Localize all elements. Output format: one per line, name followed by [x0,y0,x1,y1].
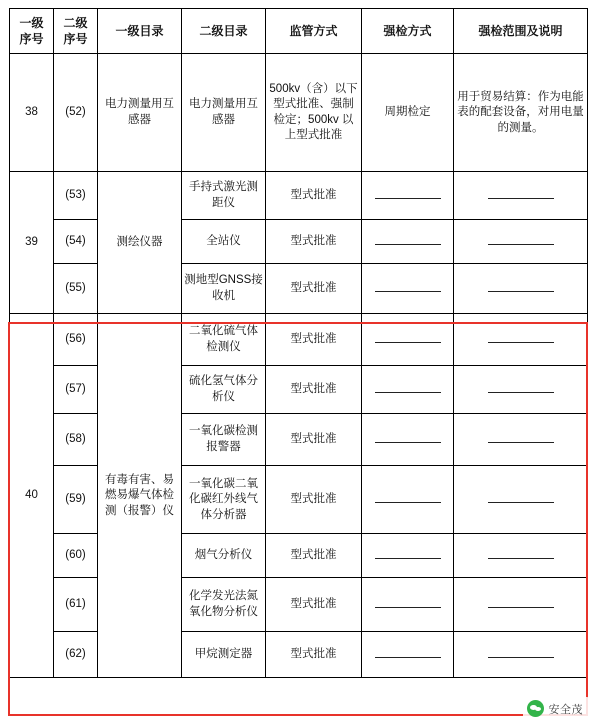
regulated-instruments-table [9,8,588,678]
dash-mark [488,495,554,503]
cell-scope: 用于贸易结算：作为电能表的配套设备，对用电量的测量。 [454,54,588,172]
dash-mark [488,385,554,393]
cell-secondary-catalog: 测地型GNSS接收机 [182,264,266,314]
cell-secondary-no: (52) [54,54,98,172]
table-row [10,366,588,414]
table-row [10,172,588,220]
cell-inspection [362,534,454,578]
cell-secondary-no: (58) [54,414,98,466]
header-secondary-catalog: 二级目录 [182,9,266,54]
header-inspection: 强检方式 [362,9,454,54]
cell-secondary-no: (54) [54,220,98,264]
dash-mark [488,600,554,608]
cell-scope [454,220,588,264]
table-row [10,314,588,366]
dash-mark [375,284,441,292]
table-row [10,54,588,172]
cell-supervision: 型式批准 [266,314,362,366]
dash-mark [375,600,441,608]
table-header [10,9,588,54]
cell-primary-no: 39 [10,172,54,314]
table-row [10,414,588,466]
cell-supervision: 型式批准 [266,632,362,678]
cell-inspection [362,172,454,220]
cell-inspection [362,632,454,678]
cell-secondary-catalog: 一氧化碳二氧化碳红外线气体分析器 [182,466,266,534]
table-row [10,632,588,678]
table-header-row [10,9,588,54]
dash-mark [375,551,441,559]
dash-mark [488,237,554,245]
cell-supervision: 型式批准 [266,534,362,578]
cell-primary-catalog: 有毒有害、易燃易爆气体检测（报警）仪 [98,314,182,678]
cell-primary-catalog: 测绘仪器 [98,172,182,314]
cell-primary-catalog: 电力测量用互感器 [98,54,182,172]
cell-inspection [362,578,454,632]
cell-secondary-no: (57) [54,366,98,414]
dash-mark [488,191,554,199]
cell-inspection [362,466,454,534]
cell-secondary-catalog: 化学发光法氮氧化物分析仪 [182,578,266,632]
cell-scope [454,264,588,314]
cell-supervision: 型式批准 [266,220,362,264]
dash-mark [375,237,441,245]
table-row [10,220,588,264]
cell-secondary-no: (60) [54,534,98,578]
cell-primary-no: 40 [10,314,54,678]
dash-mark [488,551,554,559]
dash-mark [375,495,441,503]
header-primary-catalog: 一级目录 [98,9,182,54]
cell-supervision: 型式批准 [266,264,362,314]
cell-scope [454,466,588,534]
cell-inspection [362,220,454,264]
cell-secondary-no: (59) [54,466,98,534]
dash-mark [488,650,554,658]
header-secondary-no: 二级 序号 [54,9,98,54]
cell-supervision: 型式批准 [266,466,362,534]
cell-secondary-catalog: 二氧化硫气体检测仪 [182,314,266,366]
dash-mark [375,435,441,443]
cell-scope [454,314,588,366]
cell-supervision: 型式批准 [266,172,362,220]
table-body [10,54,588,678]
table-row [10,466,588,534]
cell-supervision: 型式批准 [266,578,362,632]
dash-mark [375,335,441,343]
cell-supervision: 500kv（含）以下型式批准、强制检定；500kv 以上型式批准 [266,54,362,172]
cell-scope [454,578,588,632]
cell-scope [454,534,588,578]
cell-scope [454,414,588,466]
dash-mark [488,435,554,443]
cell-scope [454,172,588,220]
header-primary-no: 一级 序号 [10,9,54,54]
dash-mark [375,385,441,393]
header-scope: 强检范围及说明 [454,9,588,54]
cell-supervision: 型式批准 [266,414,362,466]
table-row [10,534,588,578]
cell-secondary-catalog: 全站仪 [182,220,266,264]
cell-secondary-no: (56) [54,314,98,366]
cell-secondary-catalog: 手持式激光测距仪 [182,172,266,220]
cell-inspection [362,314,454,366]
watermark-badge [523,697,591,720]
cell-inspection [362,264,454,314]
cell-secondary-catalog: 一氧化碳检测报警器 [182,414,266,466]
cell-secondary-catalog: 甲烷测定器 [182,632,266,678]
cell-scope [454,632,588,678]
cell-secondary-catalog: 烟气分析仪 [182,534,266,578]
cell-supervision: 型式批准 [266,366,362,414]
cell-secondary-catalog: 电力测量用互感器 [182,54,266,172]
cell-secondary-no: (53) [54,172,98,220]
cell-inspection [362,414,454,466]
cell-primary-no: 38 [10,54,54,172]
cell-scope [454,366,588,414]
dash-mark [375,191,441,199]
table-row [10,578,588,632]
cell-secondary-catalog: 硫化氢气体分析仪 [182,366,266,414]
dash-mark [488,284,554,292]
cell-inspection: 周期检定 [362,54,454,172]
header-supervision: 监管方式 [266,9,362,54]
cell-secondary-no: (55) [54,264,98,314]
wechat-logo-icon [527,700,544,717]
dash-mark [375,650,441,658]
cell-inspection [362,366,454,414]
dash-mark [488,335,554,343]
cell-secondary-no: (61) [54,578,98,632]
watermark-text: 安全茂 [548,703,583,716]
table-row [10,264,588,314]
cell-secondary-no: (62) [54,632,98,678]
